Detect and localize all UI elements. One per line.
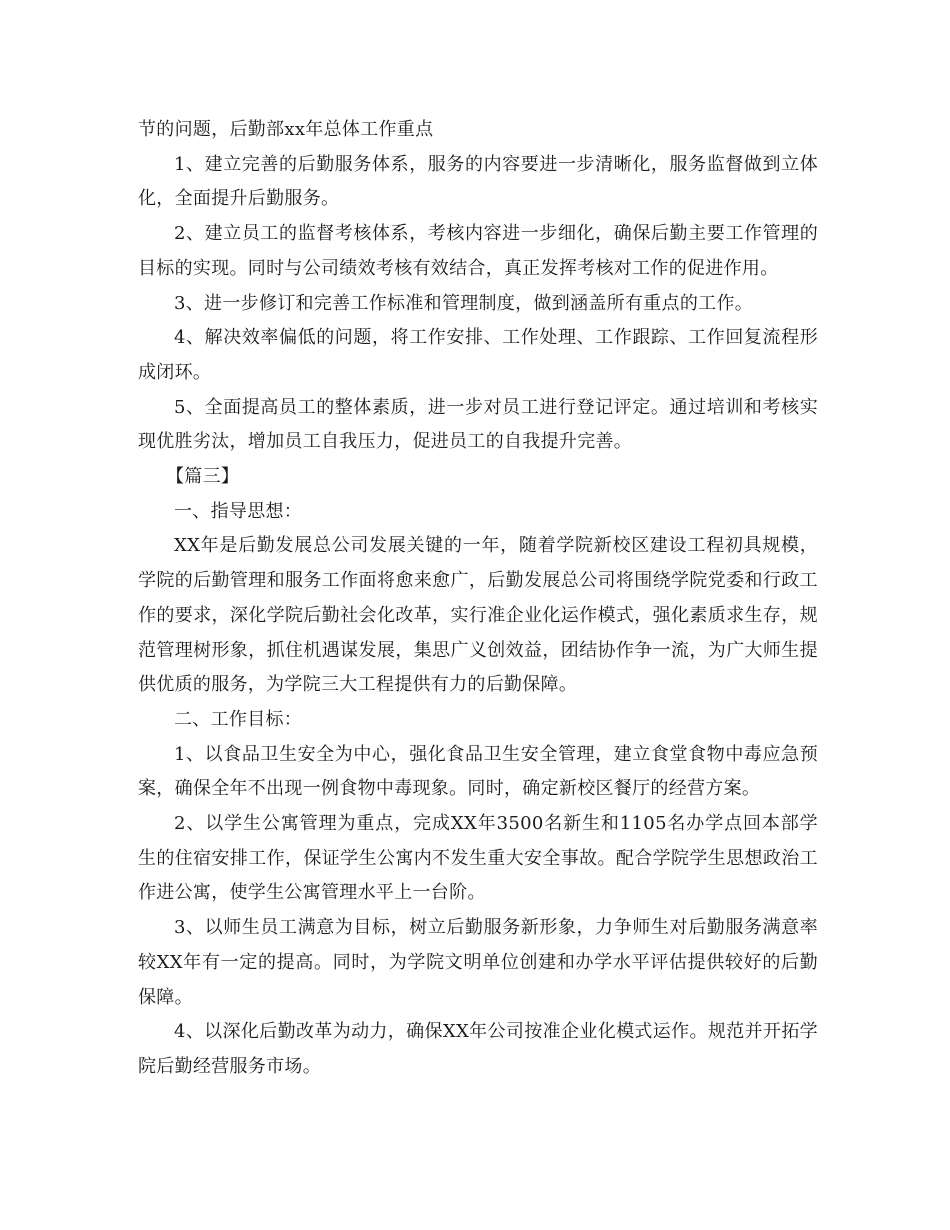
subheading-work-goals: 二、工作目标： (174, 708, 303, 730)
paragraph-item-4: 4、解决效率偏低的问题，将工作安排、工作处理、工作跟踪、工作回复流程形成闭环。 (138, 327, 818, 383)
paragraph-guiding-ideology: XX年是后勤发展总公司发展关键的一年，随着学院新校区建设工程初具规模，学院的后勤管理和服务工作面将愈来愈广，后勤发展总公司将围绕学院党委和行政工作的要求，深化学院后勤社会化改革，实行准企业化运作模式，强化素质求生存，规范管理树形象，抓住机遇谋发展，集思广义创效益，团结协作争一流，为广大师生提供优质的服务，为学院三大工程提供有力的后勤保障。 (138, 535, 818, 696)
goal-item-4: 4、以深化后勤改革为动力，确保XX年公司按准企业化模式运作。规范并开拓学院后勤经营服务市场。 (138, 1021, 818, 1077)
goal-item-2: 2、以学生公寓管理为重点，完成XX年3500名新生和1105名办学点回本部学生的住宿安排工作，保证学生公寓内不发生重大安全事故。配合学院学生思想政治工作进公寓，使学生公寓管理水平上一台阶。 (138, 813, 818, 904)
paragraph-item-1: 1、建立完善的后勤服务体系，服务的内容要进一步清晰化，服务监督做到立体化，全面提升后勤服务。 (138, 153, 818, 210)
goal-item-1: 1、以食品卫生安全为中心，强化食品卫生安全管理，建立食堂食物中毒应急预案，确保全年不出现一例食物中毒现象。同时，确定新校区餐厅的经营方案。 (138, 743, 818, 800)
section-heading: 【篇三】 (166, 466, 240, 488)
paragraph-item-3: 3、进一步修订和完善工作标准和管理制度，做到涵盖所有重点的工作。 (174, 292, 754, 314)
paragraph-continuation: 节的问题，后勤部xx年总体工作重点 (138, 119, 434, 140)
paragraph-item-5: 5、全面提高员工的整体素质，进一步对员工进行登记评定。通过培训和考核实现优胜劣汰，增加员工自我压力，促进员工的自我提升完善。 (138, 396, 818, 453)
subheading-guiding-ideology: 一、指导思想： (174, 500, 303, 522)
goal-item-3: 3、以师生员工满意为目标，树立后勤服务新形象，力争师生对后勤服务满意率较XX年有一定的提高。同时，为学院文明单位创建和办学水平评估提供较好的后勤保障。 (138, 917, 818, 1008)
document-body (138, 113, 818, 1085)
paragraph-item-2: 2、建立员工的监督考核体系，考核内容进一步细化，确保后勤主要工作管理的目标的实现。同时与公司绩效考核有效结合，真正发挥考核对工作的促进作用。 (138, 223, 818, 279)
